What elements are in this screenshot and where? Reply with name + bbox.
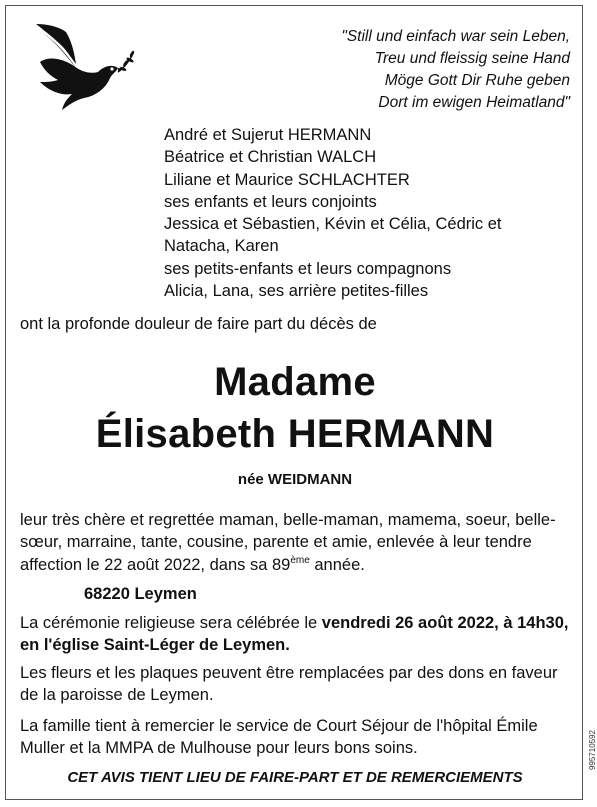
flowers-text: Les fleurs et les plaques peuvent être remplacées par des dons en faveur de la paroisse de Leymen. [20, 664, 558, 705]
intro-text: ont la profonde douleur de faire part du décès de [20, 315, 377, 333]
poem-line: Möge Gott Dir Ruhe geben [384, 72, 570, 89]
announcement-end: année. [309, 555, 365, 574]
deceased-name: Élisabeth HERMANN [95, 412, 495, 456]
family-line: André et Sujerut HERMANN [164, 126, 372, 144]
thanks-text: La famille tient à remercier le service de Court Séjour de l'hôpital Émile Muller et la MMPA de Mulhouse pour leurs bons soins. [20, 717, 538, 758]
poem-quote [270, 26, 570, 114]
poem-line: Treu und fleissig seine Hand [374, 50, 570, 67]
family-line: Liliane et Maurice SCHLACHTER [164, 170, 410, 189]
family-list [164, 124, 574, 302]
reference-number: 995710592 [588, 730, 597, 771]
ceremony-intro: La cérémonie religieuse sera célébrée le [20, 614, 322, 632]
footer-note: CET AVIS TIENT LIEU DE FAIRE-PART ET DE REMERCIEMENTS [67, 769, 523, 786]
poem-line: Dort im ewigen Heimatland" [378, 94, 570, 111]
ceremony-details: vendredi 26 août 2022, à 14h30, en l'église Saint-Léger de Leymen. [20, 614, 569, 655]
announcement-main: leur très chère et regrettée maman, belle-maman, mamema, soeur, belle-sœur, marraine, tante, cousine, parente et amie, enlevée à leur tendre affection le 22 août 2022, dans sa 89 [20, 511, 556, 574]
family-line: ses enfants et leurs conjoints [164, 192, 377, 211]
maiden-name: née WEIDMANN [237, 471, 353, 488]
family-line: ses petits-enfants et leurs compagnons [164, 259, 452, 278]
announcement-text [20, 509, 575, 576]
ceremony-text [20, 612, 575, 657]
family-line: Alicia, Lana, ses arrière petites-filles [164, 282, 429, 301]
deceased-title: Madame [214, 360, 376, 404]
announcement-superscript: ème [290, 554, 310, 566]
family-line: Béatrice et Christian WALCH [164, 148, 377, 167]
city-line: 68220 Leymen [84, 585, 197, 603]
family-line: Natacha, Karen [164, 237, 279, 256]
poem-line: "Still und einfach war sein Leben, [341, 28, 570, 45]
dove-icon [32, 22, 137, 112]
family-line: Jessica et Sébastien, Kévin et Célia, Cédric et [164, 215, 502, 234]
